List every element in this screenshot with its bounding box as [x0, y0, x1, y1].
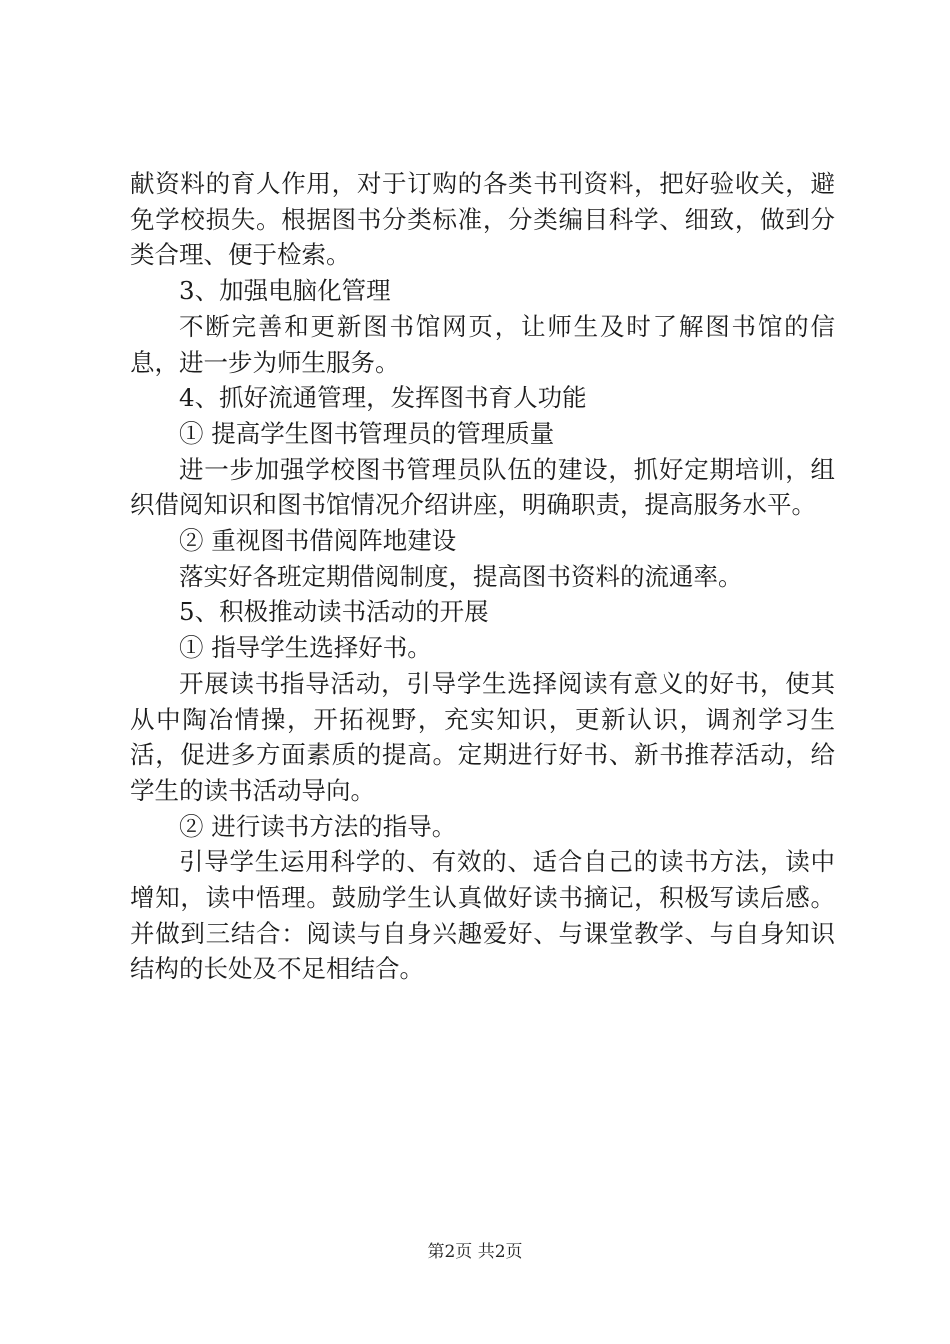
paragraph-borrowing-system: 落实好各班定期借阅制度，提高图书资料的流通率。 [179, 561, 743, 591]
subheading-borrowing-base: ② 重视图书借阅阵地建设 [179, 526, 457, 556]
subheading-reading-methods: ② 进行读书方法的指导。 [179, 811, 457, 841]
paragraph-librarian-training: 进一步加强学校图书管理员队伍的建设，抓好定期培训，组织借阅知识和图书馆情况介绍讲座，明确职责，提高服务水平。 [130, 454, 835, 520]
subheading-choose-good-books: ① 指导学生选择好书。 [179, 633, 432, 663]
page-number-footer: 第2页 共2页 [427, 1242, 523, 1262]
paragraph-website: 不断完善和更新图书馆网页，让师生及时了解图书馆的信息，进一步为师生服务。 [130, 311, 835, 377]
section-heading-computerized-management: 3、加强电脑化管理 [179, 276, 391, 306]
paragraph-reading-guidance: 开展读书指导活动，引导学生选择阅读有意义的好书，使其从中陶冶情操，开拓视野，充实知识，更新认识，调剂学习生活，促进多方面素质的提高。定期进行好书、新书推荐活动，给学生的读书活动导向。 [130, 668, 835, 805]
section-heading-circulation-management: 4、抓好流通管理，发挥图书育人功能 [179, 383, 587, 413]
section-heading-reading-activities: 5、积极推动读书活动的开展 [179, 597, 489, 627]
document-body [130, 166, 835, 987]
subheading-librarian-quality: ① 提高学生图书管理员的管理质量 [179, 418, 555, 448]
paragraph-continuation: 献资料的育人作用，对于订购的各类书刊资料，把好验收关，避免学校损失。根据图书分类标准，分类编目科学、细致，做到分类合理、便于检索。 [130, 169, 835, 270]
paragraph-reading-methods: 引导学生运用科学的、有效的、适合自己的读书方法，读中增知，读中悟理。鼓励学生认真做好读书摘记，积极写读后感。并做到三结合：阅读与自身兴趣爱好、与课堂教学、与自身知识结构的长处及不足相结合。 [130, 847, 835, 984]
